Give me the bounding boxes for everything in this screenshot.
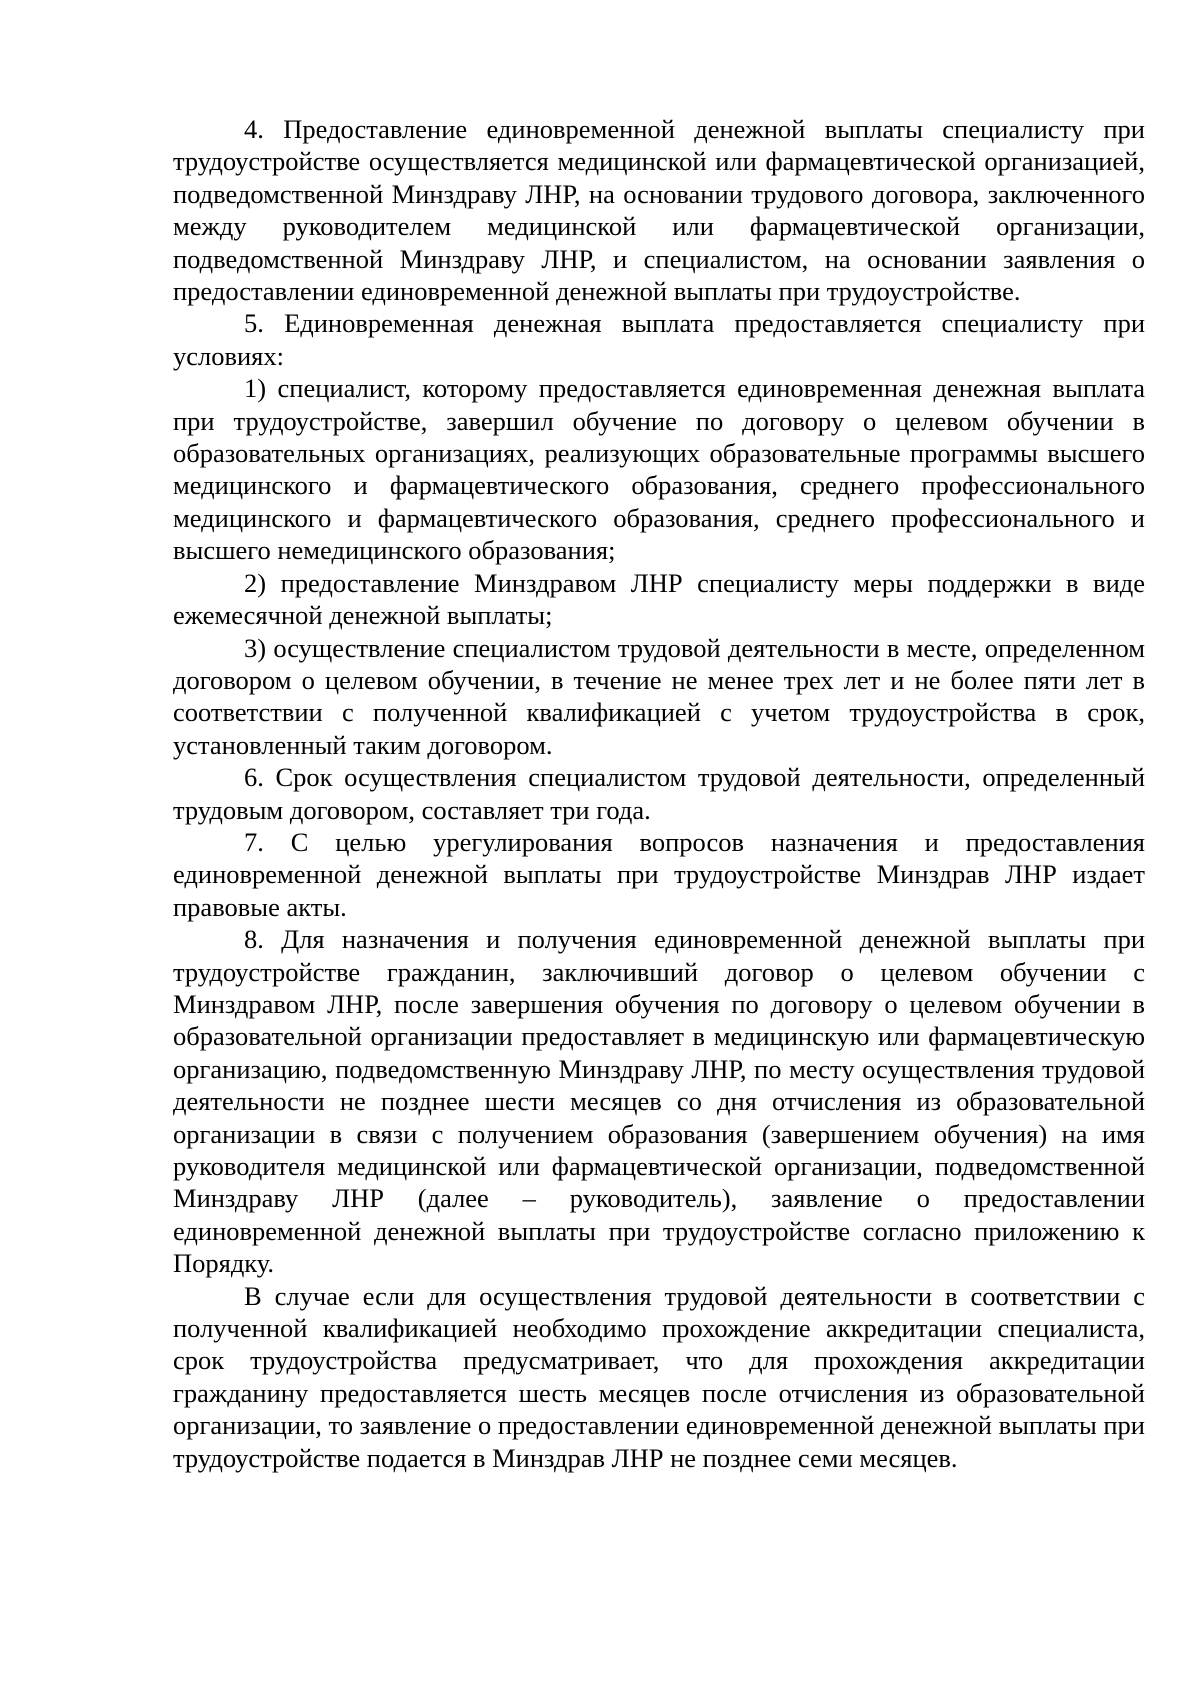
paragraph-8-continuation: В случае если для осуществления трудовой деятельности в соответствии с полученной квалификацией необходимо прохождение аккредитации специалиста, срок трудоустройства предусматривает, что для прохождения аккредитации гражданину предоставляется шесть месяцев после отчисления из образовательной организации, то заявление о предоставлении единовременной денежной выплаты при трудоустройстве подается в Минздрав ЛНР не позднее семи месяцев. (173, 1280, 1145, 1473)
paragraph-5-item-2: 2) предоставление Минздравом ЛНР специалисту меры поддержки в виде ежемесячной денежной выплаты; (173, 567, 1145, 631)
paragraph-5-item-3: 3) осуществление специалистом трудовой деятельности в месте, определенном договором о целевом обучении, в течение не менее трех лет и не более пяти лет в соответствии с полученной квалификацией с учетом трудоустройства в срок, установленный таким договором. (173, 632, 1145, 760)
paragraph-4: 4. Предоставление единовременной денежной выплаты специалисту при трудоустройстве осуществляется медицинской или фармацевтической организацией, подведомственной Минздраву ЛНР, на основании трудового договора, заключенного между руководителем медицинской или фармацевтической организации, подведомственной Минздраву ЛНР, и специалистом, на основании заявления о предоставлении единовременной денежной выплаты при трудоустройстве. (173, 114, 1145, 307)
document-body (173, 113, 1145, 1474)
paragraph-6: 6. Срок осуществления специалистом трудовой деятельности, определенный трудовым договором, составляет три года. (173, 762, 1145, 825)
paragraph-8: 8. Для назначения и получения единовременной денежной выплаты при трудоустройстве гражданин, заключивший договор о целевом обучении с Минздравом ЛНР, после завершения обучения по договору о целевом обучении в образовательной организации предоставляет в медицинскую или фармацевтическую организацию, подведомственную Минздраву ЛНР, по месту осуществления трудовой деятельности не позднее шести месяцев со дня отчисления из образовательной организации в связи с получением образования (завершением обучения) на имя руководителя медицинской или фармацевтической организации, подведомственной Минздраву ЛНР (далее – руководитель), заявление о предоставлении единовременной денежной выплаты при трудоустройстве согласно приложению к Порядку. (173, 924, 1145, 1279)
paragraph-7: 7. С целью урегулирования вопросов назначения и предоставления единовременной денежной выплаты при трудоустройстве Минздрав ЛНР издает правовые акты. (173, 826, 1145, 922)
paragraph-5-item-1: 1) специалист, которому предоставляется единовременная денежная выплата при трудоустройстве, завершил обучение по договору о целевом обучении в образовательных организациях, реализующих образовательные программы высшего медицинского и фармацевтического образования, среднего профессионального медицинского и фармацевтического образования, среднего профессионального и высшего немедицинского образования; (173, 373, 1145, 566)
paragraph-5: 5. Единовременная денежная выплата предоставляется специалисту при условиях: (173, 308, 1145, 371)
